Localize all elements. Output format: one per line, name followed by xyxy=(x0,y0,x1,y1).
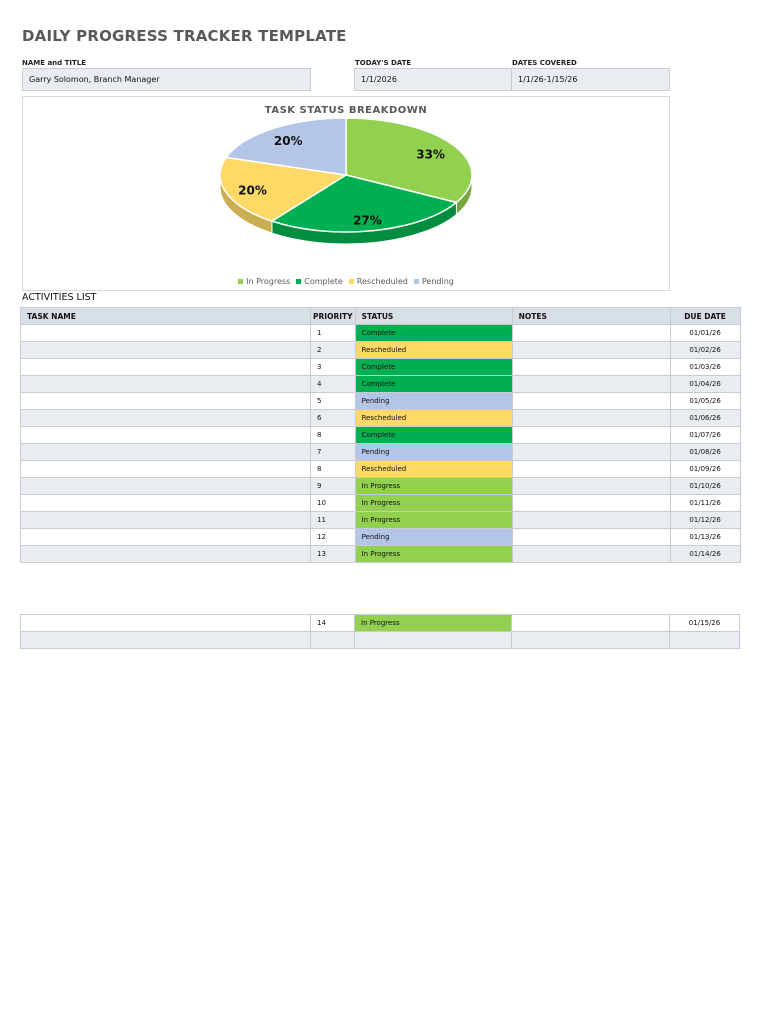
due-date-cell[interactable]: 01/07/26 xyxy=(670,427,740,444)
legend-swatch xyxy=(238,279,243,284)
name-title-label: NAME and TITLE xyxy=(22,59,87,67)
priority-cell[interactable]: 12 xyxy=(311,529,356,546)
todays-date-label: TODAY'S DATE xyxy=(355,59,412,67)
dates-covered-label: DATES COVERED xyxy=(512,59,577,67)
due-date-cell[interactable]: 01/06/26 xyxy=(670,410,740,427)
notes-cell[interactable] xyxy=(512,359,670,376)
task-name-cell[interactable] xyxy=(21,376,311,393)
due-date-cell[interactable]: 01/03/26 xyxy=(670,359,740,376)
notes-cell[interactable] xyxy=(512,427,670,444)
priority-cell[interactable]: 11 xyxy=(311,512,356,529)
notes-cell[interactable] xyxy=(512,495,670,512)
due-date-cell[interactable]: 01/02/26 xyxy=(670,342,740,359)
table-row[interactable] xyxy=(21,615,740,632)
due-date-cell[interactable]: 01/15/26 xyxy=(670,615,740,632)
table-row[interactable] xyxy=(21,632,740,649)
task-name-cell[interactable] xyxy=(21,393,311,410)
priority-cell[interactable]: 1 xyxy=(311,325,356,342)
task-name-cell[interactable] xyxy=(21,359,311,376)
table-row[interactable] xyxy=(21,342,741,359)
due-date-cell[interactable]: 01/14/26 xyxy=(670,546,740,563)
chart-title: TASK STATUS BREAKDOWN xyxy=(264,105,428,116)
due-date-cell[interactable] xyxy=(670,632,740,649)
table-row[interactable] xyxy=(21,444,741,461)
priority-cell[interactable]: 5 xyxy=(311,393,356,410)
pie-chart xyxy=(23,97,669,290)
notes-cell[interactable] xyxy=(512,632,670,649)
notes-cell[interactable] xyxy=(512,342,670,359)
priority-cell[interactable]: 6 xyxy=(311,410,356,427)
table-row[interactable] xyxy=(21,325,741,342)
table-row[interactable] xyxy=(21,478,741,495)
task-name-cell[interactable] xyxy=(21,495,311,512)
due-date-cell[interactable]: 01/13/26 xyxy=(670,529,740,546)
table-row[interactable] xyxy=(21,359,741,376)
task-name-cell[interactable] xyxy=(21,529,311,546)
legend-swatch xyxy=(296,279,301,284)
due-date-cell[interactable]: 01/10/26 xyxy=(670,478,740,495)
status-cell[interactable]: Rescheduled xyxy=(355,461,512,478)
task-name-cell[interactable] xyxy=(21,478,311,495)
table-row[interactable] xyxy=(21,393,741,410)
todays-date-field[interactable]: 1/1/2026 xyxy=(354,68,512,91)
priority-cell[interactable]: 3 xyxy=(311,359,356,376)
task-name-cell[interactable] xyxy=(21,512,311,529)
status-cell[interactable]: Complete xyxy=(355,427,512,444)
task-name-cell[interactable] xyxy=(21,632,311,649)
priority-cell[interactable]: 10 xyxy=(311,495,356,512)
status-cell[interactable]: Rescheduled xyxy=(355,410,512,427)
page-title: DAILY PROGRESS TRACKER TEMPLATE xyxy=(22,27,347,45)
legend-label: Pending xyxy=(421,277,454,286)
priority-cell[interactable]: 8 xyxy=(311,461,356,478)
legend-label: In Progress xyxy=(246,277,291,286)
task-name-cell[interactable] xyxy=(21,444,311,461)
legend-item xyxy=(238,277,290,286)
status-cell[interactable]: Complete xyxy=(355,359,512,376)
due-date-cell[interactable]: 01/04/26 xyxy=(670,376,740,393)
pie-data-label: 20% xyxy=(273,134,303,149)
task-name-cell[interactable] xyxy=(21,461,311,478)
column-header-priority[interactable]: PRIORITY xyxy=(311,308,356,325)
activities-list-heading: ACTIVITIES LIST xyxy=(22,292,97,303)
pie-data-label: 27% xyxy=(353,213,382,228)
status-cell[interactable]: In Progress xyxy=(355,478,512,495)
activities-table-continued xyxy=(20,614,740,649)
status-cell[interactable]: Complete xyxy=(355,325,512,342)
legend-label: Rescheduled xyxy=(356,277,408,286)
task-name-cell[interactable] xyxy=(21,342,311,359)
due-date-cell[interactable]: 01/11/26 xyxy=(670,495,740,512)
priority-cell[interactable]: 13 xyxy=(311,546,356,563)
pie-data-label: 33% xyxy=(416,147,445,162)
table-row[interactable] xyxy=(21,512,741,529)
status-cell[interactable]: In Progress xyxy=(355,495,512,512)
task-status-chart[interactable] xyxy=(22,96,670,291)
column-header-status[interactable]: STATUS xyxy=(355,308,512,325)
column-header-task-name[interactable]: TASK NAME xyxy=(21,308,311,325)
dates-covered-field[interactable]: 1/1/26-1/15/26 xyxy=(511,68,670,91)
task-name-cell[interactable] xyxy=(21,615,311,632)
status-cell[interactable]: Complete xyxy=(355,376,512,393)
table-row[interactable] xyxy=(21,427,741,444)
status-cell[interactable]: In Progress xyxy=(355,546,512,563)
task-name-cell[interactable] xyxy=(21,546,311,563)
task-name-cell[interactable] xyxy=(21,325,311,342)
status-cell[interactable]: Pending xyxy=(355,529,512,546)
column-header-notes[interactable]: NOTES xyxy=(512,308,670,325)
notes-cell[interactable] xyxy=(512,461,670,478)
legend-item xyxy=(349,277,408,286)
priority-cell[interactable] xyxy=(311,632,355,649)
chart-legend xyxy=(23,277,669,286)
status-cell[interactable]: Pending xyxy=(355,393,512,410)
notes-cell[interactable] xyxy=(512,546,670,563)
table-row[interactable] xyxy=(21,529,741,546)
legend-label: Complete xyxy=(304,277,343,286)
notes-cell[interactable] xyxy=(512,529,670,546)
table-row[interactable] xyxy=(21,495,741,512)
task-name-cell[interactable] xyxy=(21,410,311,427)
column-header-due-date[interactable]: DUE DATE xyxy=(670,308,740,325)
priority-cell[interactable]: 9 xyxy=(311,478,356,495)
name-title-field[interactable]: Garry Solomon, Branch Manager xyxy=(22,68,311,91)
status-cell[interactable]: In Progress xyxy=(355,615,512,632)
task-name-cell[interactable] xyxy=(21,427,311,444)
priority-cell[interactable]: 8 xyxy=(311,427,356,444)
pie-data-label: 20% xyxy=(238,183,267,198)
due-date-cell[interactable]: 01/08/26 xyxy=(670,444,740,461)
priority-cell[interactable]: 14 xyxy=(311,615,355,632)
notes-cell[interactable] xyxy=(512,393,670,410)
due-date-cell[interactable]: 01/09/26 xyxy=(670,461,740,478)
table-row[interactable] xyxy=(21,410,741,427)
status-cell[interactable] xyxy=(355,632,512,649)
legend-item xyxy=(296,277,343,286)
due-date-cell[interactable]: 01/12/26 xyxy=(670,512,740,529)
table-row[interactable] xyxy=(21,546,741,563)
notes-cell[interactable] xyxy=(512,410,670,427)
status-cell[interactable]: Rescheduled xyxy=(355,342,512,359)
status-cell[interactable]: In Progress xyxy=(355,512,512,529)
legend-item xyxy=(414,277,454,286)
due-date-cell[interactable]: 01/01/26 xyxy=(670,325,740,342)
notes-cell[interactable] xyxy=(512,376,670,393)
legend-swatch xyxy=(414,279,419,284)
status-cell[interactable]: Pending xyxy=(355,444,512,461)
due-date-cell[interactable]: 01/05/26 xyxy=(670,393,740,410)
notes-cell[interactable] xyxy=(512,444,670,461)
notes-cell[interactable] xyxy=(512,325,670,342)
priority-cell[interactable]: 7 xyxy=(311,444,356,461)
table-row[interactable] xyxy=(21,461,741,478)
priority-cell[interactable]: 4 xyxy=(311,376,356,393)
priority-cell[interactable]: 2 xyxy=(311,342,356,359)
activities-table xyxy=(20,307,741,563)
table-row[interactable] xyxy=(21,376,741,393)
notes-cell[interactable] xyxy=(512,478,670,495)
legend-swatch xyxy=(349,279,354,284)
notes-cell[interactable] xyxy=(512,512,670,529)
notes-cell[interactable] xyxy=(512,615,670,632)
